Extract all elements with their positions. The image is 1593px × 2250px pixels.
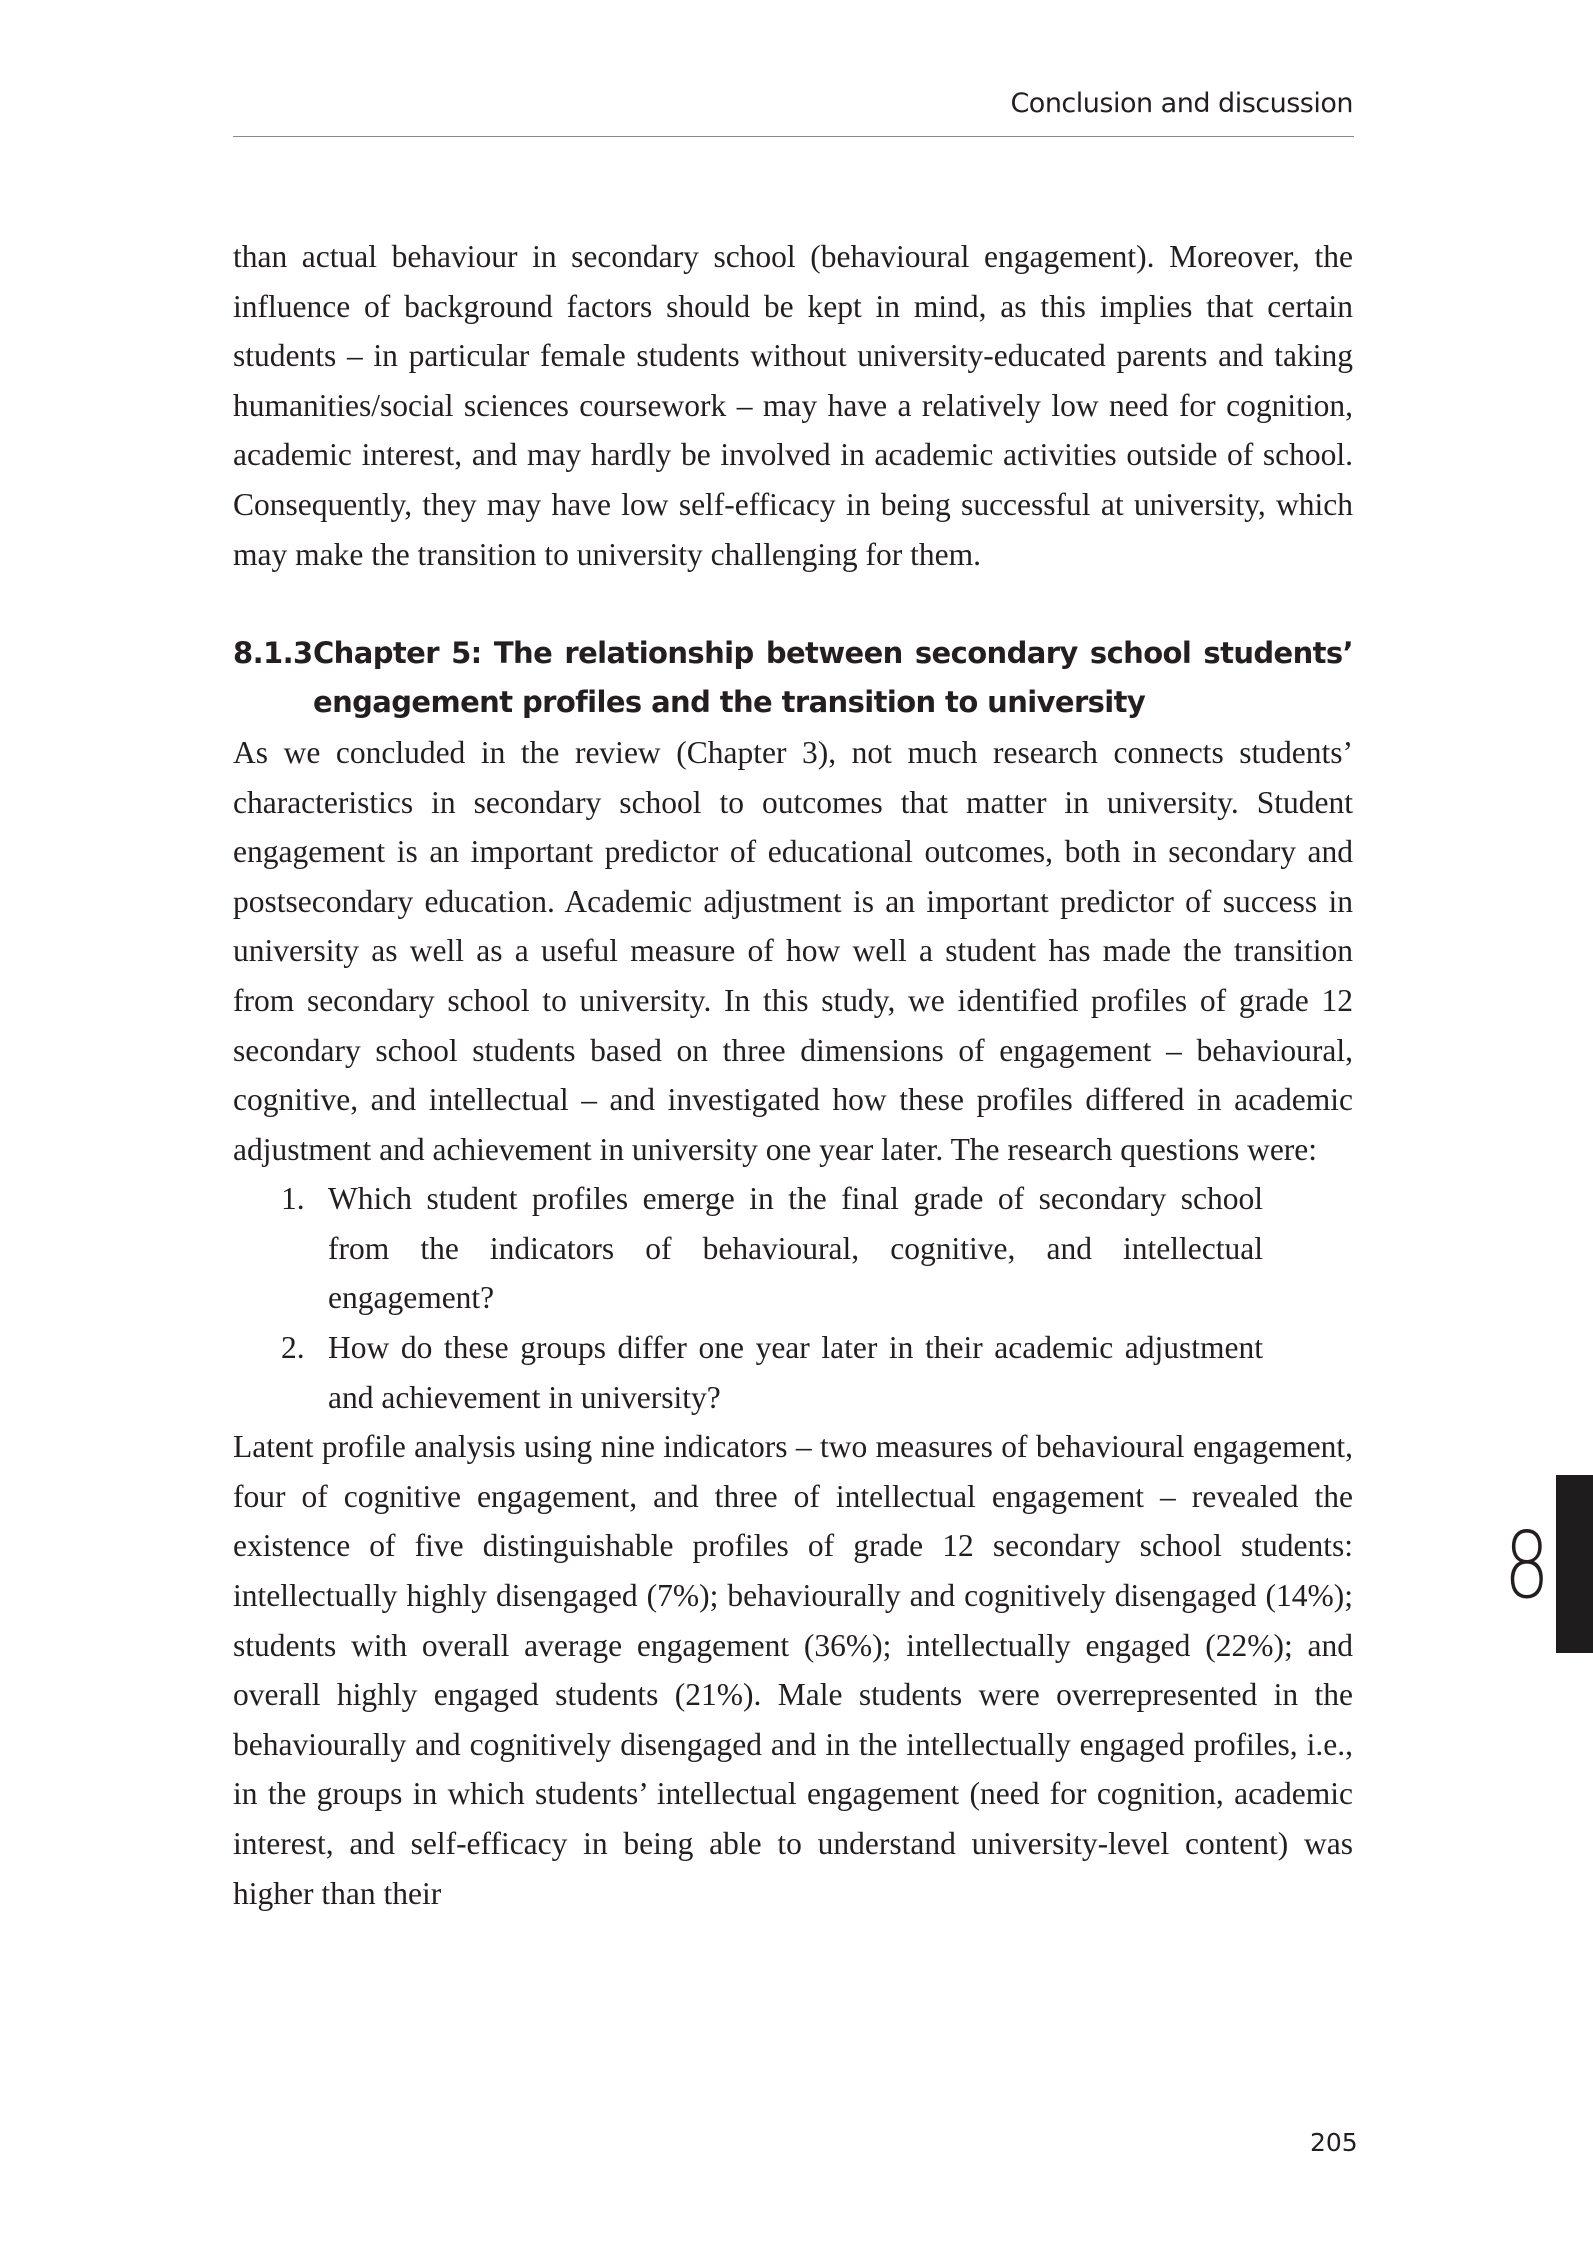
section-title-line-1: Chapter 5: The relationship between secondary school students’ (313, 635, 1353, 670)
research-question (233, 1174, 1263, 1323)
intro-paragraph: than actual behaviour in secondary school (behavioural engagement). Moreover, the influence of background factors should be kept in mind, as this implies that certain students – in particular female students without university-educated parents and taking humanities/social sciences coursework – may have a relatively low need for cognition, academic interest, and may hardly be involved in academic activities outside of school. Consequently, they may have low self-efficacy in being successful at university, which may make the transition to university challenging for them. (233, 239, 1353, 572)
chapter-thumb-tab (1556, 1475, 1593, 1653)
header-rule (233, 136, 1354, 137)
page-number: 205 (1310, 2128, 1358, 2157)
research-question (233, 1323, 1263, 1422)
chapter-number: 8 (1504, 1512, 1550, 1619)
question-text: Which student profiles emerge in the final grade of secondary school from the indicators of behavioural, cognitive, and intellectual engagement? (328, 1181, 1263, 1316)
question-text: How do these groups differ one year later in their academic adjustment and achievement in university? (328, 1330, 1263, 1415)
body-paragraph-1: As we concluded in the review (Chapter 3), not much research connects students’ characteristics in secondary school to outcomes that matter in university. Student engagement is an important predictor of educational outcomes, both in secondary and postsecondary education. Academic adjustment is an important predictor of success in university as well as a useful measure of how well a student has made the transition from secondary school to university. In this study, we identified profiles of grade 12 secondary school students based on three dimensions of engagement – behavioural, cognitive, and intellectual – and investigated how these profiles differed in academic adjustment and achievement in university one year later. The research questions were: (233, 734, 1353, 1167)
running-head: Conclusion and discussion (1010, 88, 1353, 119)
section-number: 8.1.3 (233, 635, 313, 670)
question-number: 1. (281, 1181, 305, 1217)
page-body (233, 232, 1353, 1918)
research-questions-list (233, 1174, 1263, 1422)
section-title-line-2: engagement profiles and the transition to university (313, 685, 1146, 720)
body-paragraph-2: Latent profile analysis using nine indicators – two measures of behavioural engagement, four of cognitive engagement, and three of intellectual engagement – revealed the existence of five distinguishable profiles of grade 12 secondary school students: intellectually highly disengaged (7%); behaviourally and cognitively disengaged (14%); students with overall average engagement (36%); intellectually engaged (22%); and overall highly engaged students (21%). Male students were overrepresented in the behaviourally and cognitively disengaged and in the intellectually engaged profiles, i.e., in the groups in which students’ intellectual engagement (need for cognition, academic interest, and self-efficacy in being able to understand university-level content) was higher than their (233, 1429, 1353, 1911)
question-number: 2. (281, 1330, 305, 1366)
section-heading (233, 629, 1353, 728)
